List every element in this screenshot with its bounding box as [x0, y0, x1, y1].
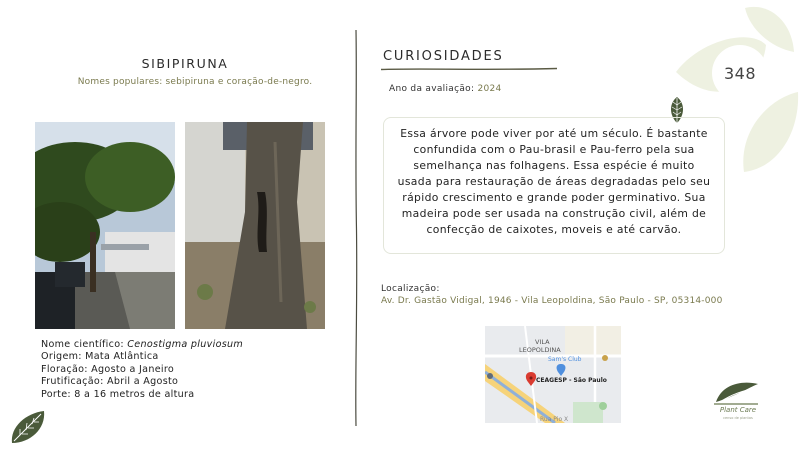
curiosities-text: Essa árvore pode viver por até um século. É bastante confundida com o Pau-brasil e Pau-ferro pela sua semelhança nas folhagens. Essa espécie é muito usada para restauração de áreas degradadas pelo seu rápido crescimento e grande poder germinativo. Sua madeira pode ser usada na construção civil, além de confecção de caixotes, moveis e até carvão. — [397, 127, 711, 236]
scientific-name-label: Nome científico: — [41, 339, 128, 350]
fruiting-line: Frutificação: Abril a Agosto — [41, 376, 179, 388]
column-divider — [352, 30, 360, 426]
location-map[interactable] — [485, 326, 621, 423]
popular-names: Nomes populares: sebipiruna e coração-de-negro. — [77, 77, 313, 87]
leaf-icon-bottom-left — [8, 405, 48, 447]
tree-photo-trunk — [185, 122, 325, 329]
leaf-bottom-shape — [743, 92, 798, 172]
map-district-line2: LEOPOLDINA — [519, 346, 561, 354]
map-street-label: Rua Pio X — [540, 416, 569, 423]
year-value: 2024 — [477, 84, 502, 94]
brand-name: Plant Care — [719, 406, 757, 414]
location-label: Localização: — [381, 284, 440, 294]
brand-tagline: censo de plantas — [723, 416, 753, 420]
curiosities-title: CURIOSIDADES — [383, 49, 504, 64]
location-address: Av. Dr. Gastão Vidigal, 1946 - Vila Leopoldina, São Paulo - SP, 05314-000 — [381, 296, 723, 306]
tree-name-title: SIBIPIRUNA — [141, 56, 229, 71]
size-line: Porte: 8 a 16 metros de altura — [41, 388, 195, 400]
title-underline — [381, 66, 559, 72]
curiosities-card — [383, 117, 725, 254]
map-district-line1: VILA — [535, 338, 550, 346]
plant-care-logo-icon — [712, 378, 762, 406]
origin-line: Origem: Mata Atlântica — [41, 351, 159, 363]
flowering-line: Floração: Agosto a Janeiro — [41, 363, 175, 375]
scientific-name-line — [41, 339, 243, 351]
map-marker-label: CEAGESP - São Paulo — [536, 377, 607, 384]
map-poi-label: Sam's Club — [548, 356, 582, 363]
scientific-name-value: Cenostigma pluviosum — [127, 339, 244, 350]
tree-info-list — [41, 339, 243, 401]
tree-number-badge: 348 — [712, 45, 768, 101]
evaluation-year — [389, 84, 502, 94]
year-label: Ano da avaliação: — [389, 84, 478, 94]
tree-photo-street — [35, 122, 175, 329]
